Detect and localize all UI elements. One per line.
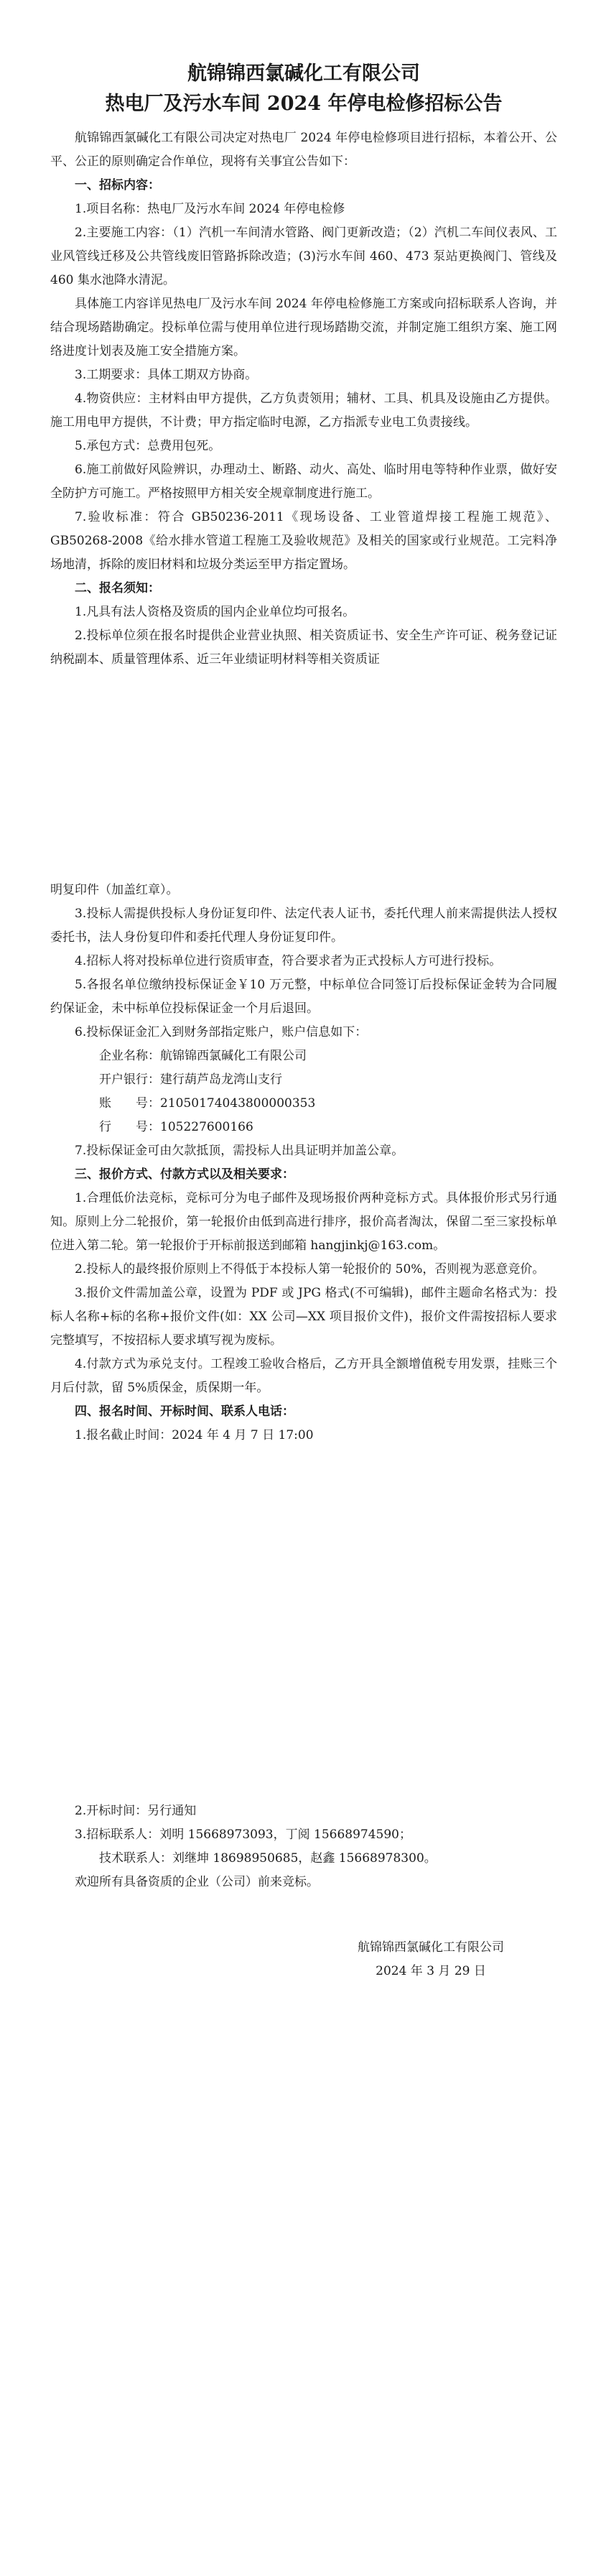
req-documents: 2.投标单位须在报名时提供企业营业执照、相关资质证书、安全生产许可证、税务登记证纳税副本、质量管理体系、近三年业绩证明材料等相关资质证 <box>50 629 557 667</box>
account-bank-code-label: 行 号： <box>99 1120 160 1134</box>
req-deposit-offset: 7.投标保证金可由欠款抵顶，需投标人出具证明并加盖公章。 <box>75 1144 404 1158</box>
section-heading-4: 四、报名时间、开标时间、联系人电话： <box>75 1404 294 1419</box>
account-number-value: 21050174043800000353 <box>160 1096 316 1111</box>
item-schedule: 3.工期要求：具体工期双方协商。 <box>75 368 258 382</box>
account-bank-code-row <box>50 1116 557 1139</box>
term-bidding-method: 1.合理低价法竞标，竞标可分为电子邮件及现场报价两种竞标方式。具体报价形式另行通知。原则上分二轮报价，第一轮报价由低到高进行排序，报价高者淘汰，保留二至三家投标单位进入第二轮。第一轮报价于开标前报送到邮箱 hangjinkj@163.com。 <box>50 1191 557 1253</box>
term-minimum-price: 2.投标人的最终报价原则上不得低于本投标人第一轮报价的 50%，否则视为恶意竞价。 <box>75 1262 545 1277</box>
req-identity: 3.投标人需提供投标人身份证复印件、法定代表人证书，委托代理人前来需提供法人授权委托书，法人身份复印件和委托代理人身份证复印件。 <box>50 907 557 945</box>
section-heading-2: 二、报名须知： <box>75 581 160 596</box>
item-project-name: 1.项目名称：热电厂及污水车间 2024 年停电检修 <box>75 202 345 216</box>
section-heading-1: 一、招标内容： <box>75 178 160 193</box>
item-safety: 6.施工前做好风险辨识，办理动土、断路、动火、高处、临时用电等特种作业票，做好安全防护方可施工。严格按照甲方相关安全规章制度进行施工。 <box>50 463 557 501</box>
page-3-content <box>50 1799 557 1894</box>
account-bank-code-value: 105227600166 <box>160 1120 253 1134</box>
signature-block <box>345 1936 517 1983</box>
req-qualification: 1.凡具有法人资格及资质的国内企业单位均可报名。 <box>75 605 355 619</box>
account-bank-value: 建行葫芦岛龙湾山支行 <box>160 1072 282 1087</box>
account-company-row <box>50 1044 557 1068</box>
item-acceptance: 7.验收标准：符合 GB50236-2011《现场设备、工业管道焊接工程施工规范》、GB50268-2008《给水排水管道工程施工及验收规范》及相关的国家或行业规范。工完料净场地清，拆除的废旧材料和垃圾分类运至甲方指定置场。 <box>50 510 557 572</box>
item-details: 具体施工内容详见热电厂及污水车间 2024 年停电检修施工方案或向招标联系人咨询，并结合现场踏勘确定。投标单位需与使用单位进行现场踏勘交流，并制定施工组织方案、施工网络进度计划表及施工安全措施方案。 <box>50 297 557 358</box>
tender-contacts: 3.招标联系人：刘明 15668973093，丁阅 15668974590； <box>75 1827 411 1842</box>
page-2-content <box>50 879 557 1447</box>
account-company-value: 航锦锦西氯碱化工有限公司 <box>160 1049 307 1063</box>
registration-deadline: 1.报名截止时间：2024 年 4 月 7 日 17:00 <box>75 1428 314 1442</box>
section-heading-3: 三、报价方式、付款方式以及相关要求： <box>75 1167 294 1182</box>
intro-paragraph: 航锦锦西氯碱化工有限公司决定对热电厂 2024 年停电检修项目进行招标，本着公开、公平、公正的原则确定合作单位，现将有关事宜公告如下： <box>50 131 557 169</box>
signer-company: 航锦锦西氯碱化工有限公司 <box>358 1940 504 1955</box>
technical-contacts: 技术联系人：刘继坤 18698950685，赵鑫 15668978300。 <box>99 1851 437 1866</box>
req-deposit: 5.各报名单位缴纳投标保证金￥10 万元整，中标单位合同签订后投标保证金转为合同履约保证金，未中标单位投标保证金一个月后退回。 <box>50 978 557 1016</box>
bid-opening-time: 2.开标时间：另行通知 <box>75 1804 197 1818</box>
signing-date: 2024 年 3 月 29 日 <box>376 1964 486 1978</box>
term-payment: 4.付款方式为承兑支付。工程竣工验收合格后，乙方开具全额增值税专用发票，挂账三个月后付款，留 5%质保金，质保期一年。 <box>50 1357 557 1395</box>
req-documents-continued: 明复印件（加盖红章）。 <box>50 883 179 897</box>
term-quote-format: 3.报价文件需加盖公章，设置为 PDF 或 JPG 格式(不可编辑)，邮件主题命名格式为：投标人名称+标的名称+报价文件(如：XX 公司—XX 项目报价文件)，报价文件需按招标人要求完整填写，不按招标人要求填写视为废标。 <box>50 1286 557 1348</box>
account-number-label: 账 号： <box>99 1096 160 1111</box>
page-1-content <box>50 59 557 672</box>
account-number-row <box>50 1092 557 1116</box>
welcome-note: 欢迎所有具备资质的企业（公司）前来竞标。 <box>75 1875 319 1889</box>
req-account-intro: 6.投标保证金汇入到财务部指定账户，账户信息如下： <box>75 1025 368 1039</box>
document-title-line-2: 热电厂及污水车间 2024 年停电检修招标公告 <box>105 93 503 115</box>
item-contract-mode: 5.承包方式：总费用包死。 <box>75 439 221 453</box>
document-page-2 <box>0 851 606 1728</box>
document-title-line-1: 航锦锦西氯碱化工有限公司 <box>187 62 420 85</box>
document-page-3 <box>0 1728 606 2576</box>
req-review: 4.招标人将对投标单位进行资质审查，符合要求者为正式投标人方可进行投标。 <box>75 954 502 968</box>
account-company-label: 企业名称： <box>99 1049 160 1063</box>
document-page-1 <box>0 0 606 851</box>
account-bank-label: 开户银行： <box>99 1072 160 1087</box>
item-supply: 4.物资供应：主材料由甲方提供，乙方负责领用；辅材、工具、机具及设施由乙方提供。施工用电甲方提供，不计费；甲方指定临时电源，乙方指派专业电工负责接线。 <box>50 392 557 430</box>
item-main-works: 2.主要施工内容：（1）汽机一车间清水管路、阀门更新改造；（2）汽机二车间仪表风、工业风管线迁移及公共管线废旧管路拆除改造；(3)污水车间 460、473 泵站更换阀门、管线及 460 集水池降水清泥。 <box>50 226 557 287</box>
account-bank-row <box>50 1068 557 1092</box>
